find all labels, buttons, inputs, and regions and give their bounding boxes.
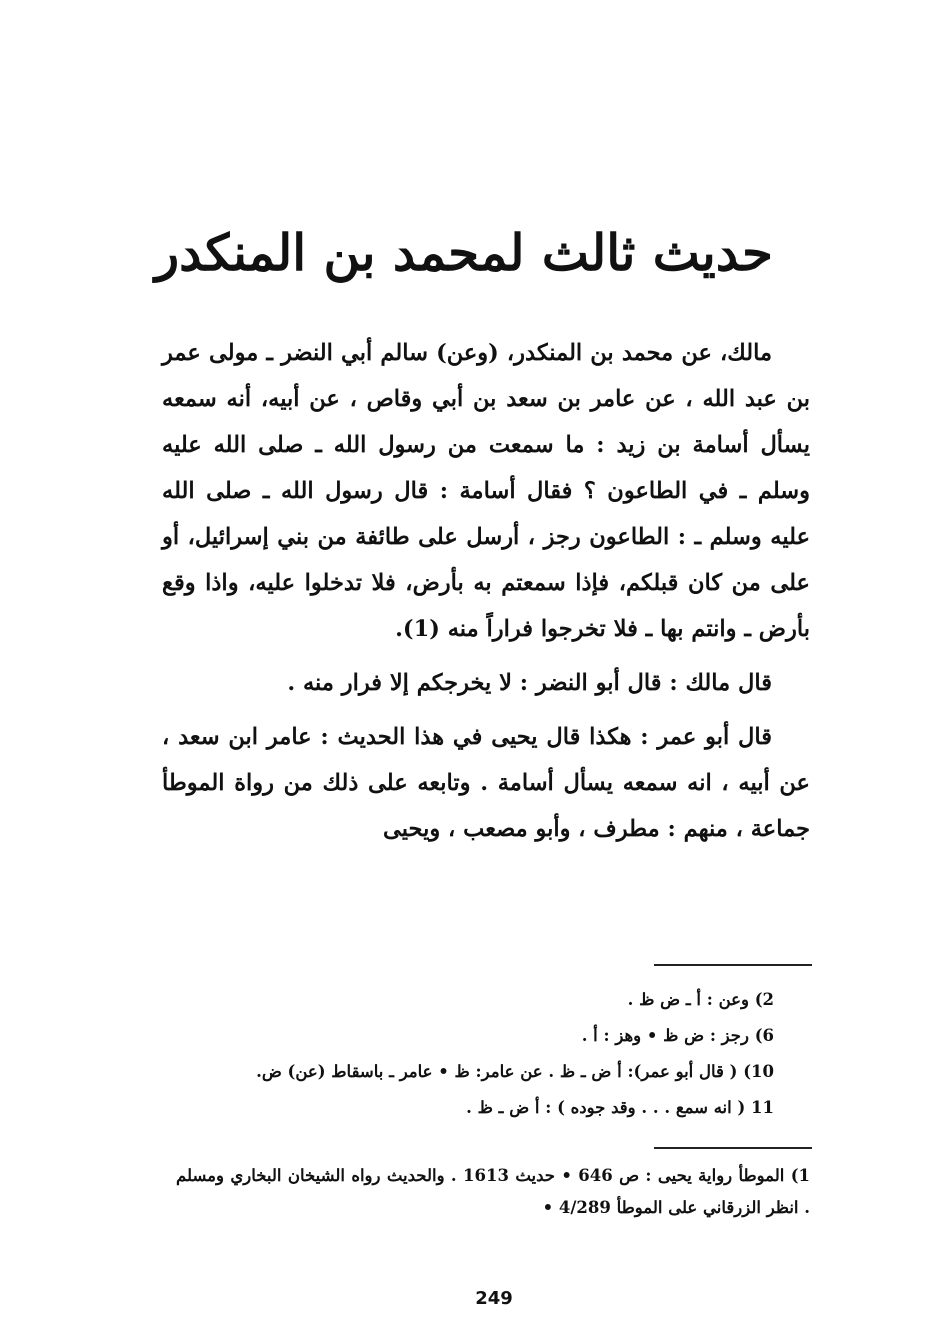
footnote: 1) الموطأ رواية يحيى : ص 646 • حديث 1613 . والحديث رواه الشيخان البخاري ومسلم . انظر الزرقاني على الموطأ 4/289 • [176,1166,810,1217]
variant-note: 10) ( قال أبو عمر): أ ض ـ ظ . عن عامر: ظ • عامر ـ باسقاط (عن) ض. [256,1062,774,1081]
variant-notes [170,982,774,1126]
paragraph-hadith: مالك، عن محمد بن المنكدر، (وعن) سالم أبي النضر ـ مولى عمر بن عبد الله ، عن عامر بن سعد بن أبي وقاص ، عن أبيه، أنه سمعه يسأل أسامة بن زيد : ما سمعت من رسول الله ـ صلى الله عليه وسلم ـ في الطاعون ؟ فقال أسامة : قال رسول الله ـ صلى الله عليه وسلم ـ : الطاعون رجز ، أرسل على طائفة من بني إسرائيل، أو على من كان قبلكم، فإذا سمعتم به بأرض، فلا تدخلوا عليه، واذا وقع بأرض ـ وانتم بها ـ فلا تخرجوا فراراً منه (1). [162,340,810,642]
main-text [162,330,810,852]
page-number: 249 [475,1288,513,1309]
footnote-divider [654,1147,812,1149]
variant-note: 6) رجز : ض ظ • وهز : أ . [581,1026,774,1045]
variant-note: 2) وعن : أ ـ ض ظ . [627,990,774,1009]
paragraph-abu-umar-comment: قال أبو عمر : هكذا قال يحيى في هذا الحديث : عامر ابن سعد ، عن أبيه ، انه سمعه يسأل أسامة . وتابعه على ذلك من رواة الموطأ جماعة ، منهم : مطرف ، وأبو مصعب ، ويحيى [162,724,810,842]
paragraph-malik-comment: قال مالك : قال أبو النضر : لا يخرجكم إلا فرار منه . [287,670,772,696]
variant-note: 11 ( انه سمع . . . وقد جوده ) : أ ض ـ ظ . [466,1098,774,1117]
notes-divider [654,964,812,966]
chapter-title: حديث ثالث لمحمد بن المنكدر [155,223,773,282]
